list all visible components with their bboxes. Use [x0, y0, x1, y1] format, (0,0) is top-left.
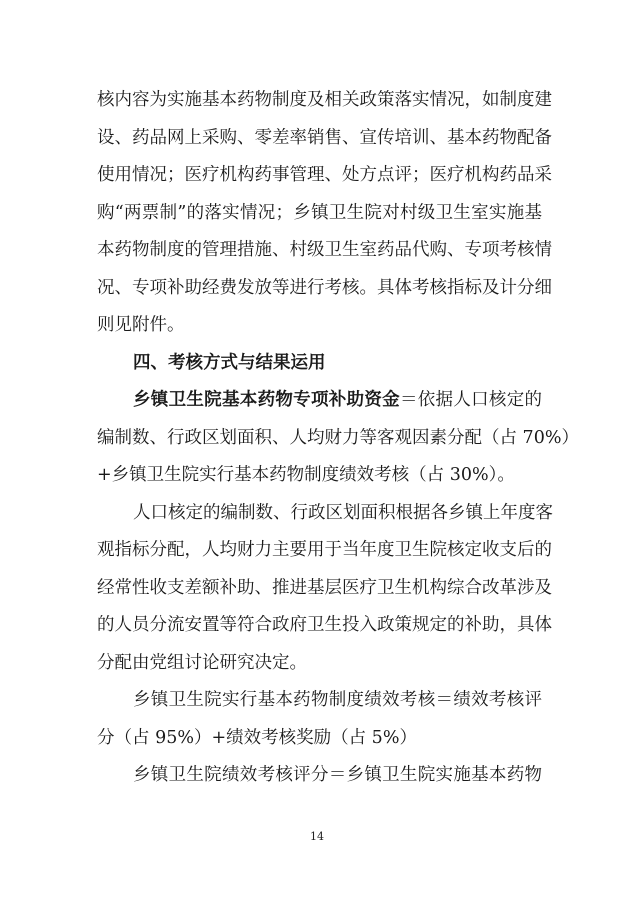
- text-line: 分（占 95%）+绩效考核奖励（占 5%）: [97, 727, 417, 748]
- bold-term: 乡镇卫生院基本药物专项补助资金: [133, 390, 400, 410]
- paragraph: [97, 382, 579, 495]
- text-line: 设、药品网上采购、零差率销售、宣传培训、基本药物配备: [97, 127, 552, 148]
- paragraph: [97, 82, 552, 345]
- text-line: 核内容为实施基本药物制度及相关政策落实情况，如制度建: [97, 90, 552, 110]
- text-run: ＝依据人口核定的: [399, 390, 543, 410]
- text-line: 乡镇卫生院实行基本药物制度绩效考核＝绩效考核评: [133, 690, 542, 710]
- text-line: 观指标分配，人均财力主要用于当年度卫生院核定收支后的: [97, 540, 552, 560]
- text-line: 分配由党组讨论研究决定。: [97, 652, 307, 673]
- document-body: [97, 82, 579, 795]
- paragraph: [97, 682, 542, 757]
- text-line: 则见附件。: [97, 315, 185, 335]
- text-line: 本药物制度的管理措施、村级卫生室药品代购、专项考核情: [97, 240, 552, 260]
- text-line: 况、专项补助经费发放等进行考核。具体考核指标及计分细: [97, 277, 552, 298]
- paragraph: [97, 757, 542, 795]
- text-line: 的人员分流安置等符合政府卫生投入政策规定的补助，具体: [97, 615, 552, 635]
- text-line: 使用情况；医疗机构药事管理、处方点评；医疗机构药品采: [97, 165, 552, 185]
- page-number: 14: [310, 830, 324, 843]
- text-line: 乡镇卫生院绩效考核评分＝乡镇卫生院实施基本药物: [133, 765, 542, 785]
- text-line: 经常性收支差额补助、推进基层医疗卫生机构综合改革涉及: [97, 577, 552, 598]
- section-heading: 四、考核方式与结果运用: [133, 352, 326, 373]
- text-line: 编制数、行政区划面积、人均财力等客观因素分配（占 70%）: [97, 427, 579, 448]
- text-line: 人口核定的编制数、行政区划面积根据各乡镇上年度客: [133, 502, 553, 523]
- text-line: +乡镇卫生院实行基本药物制度绩效考核（占 30%）。: [97, 465, 515, 485]
- paragraph: [97, 495, 553, 683]
- text-line: 购“两票制”的落实情况；乡镇卫生院对村级卫生室实施基: [97, 202, 542, 223]
- text-line: [97, 382, 542, 420]
